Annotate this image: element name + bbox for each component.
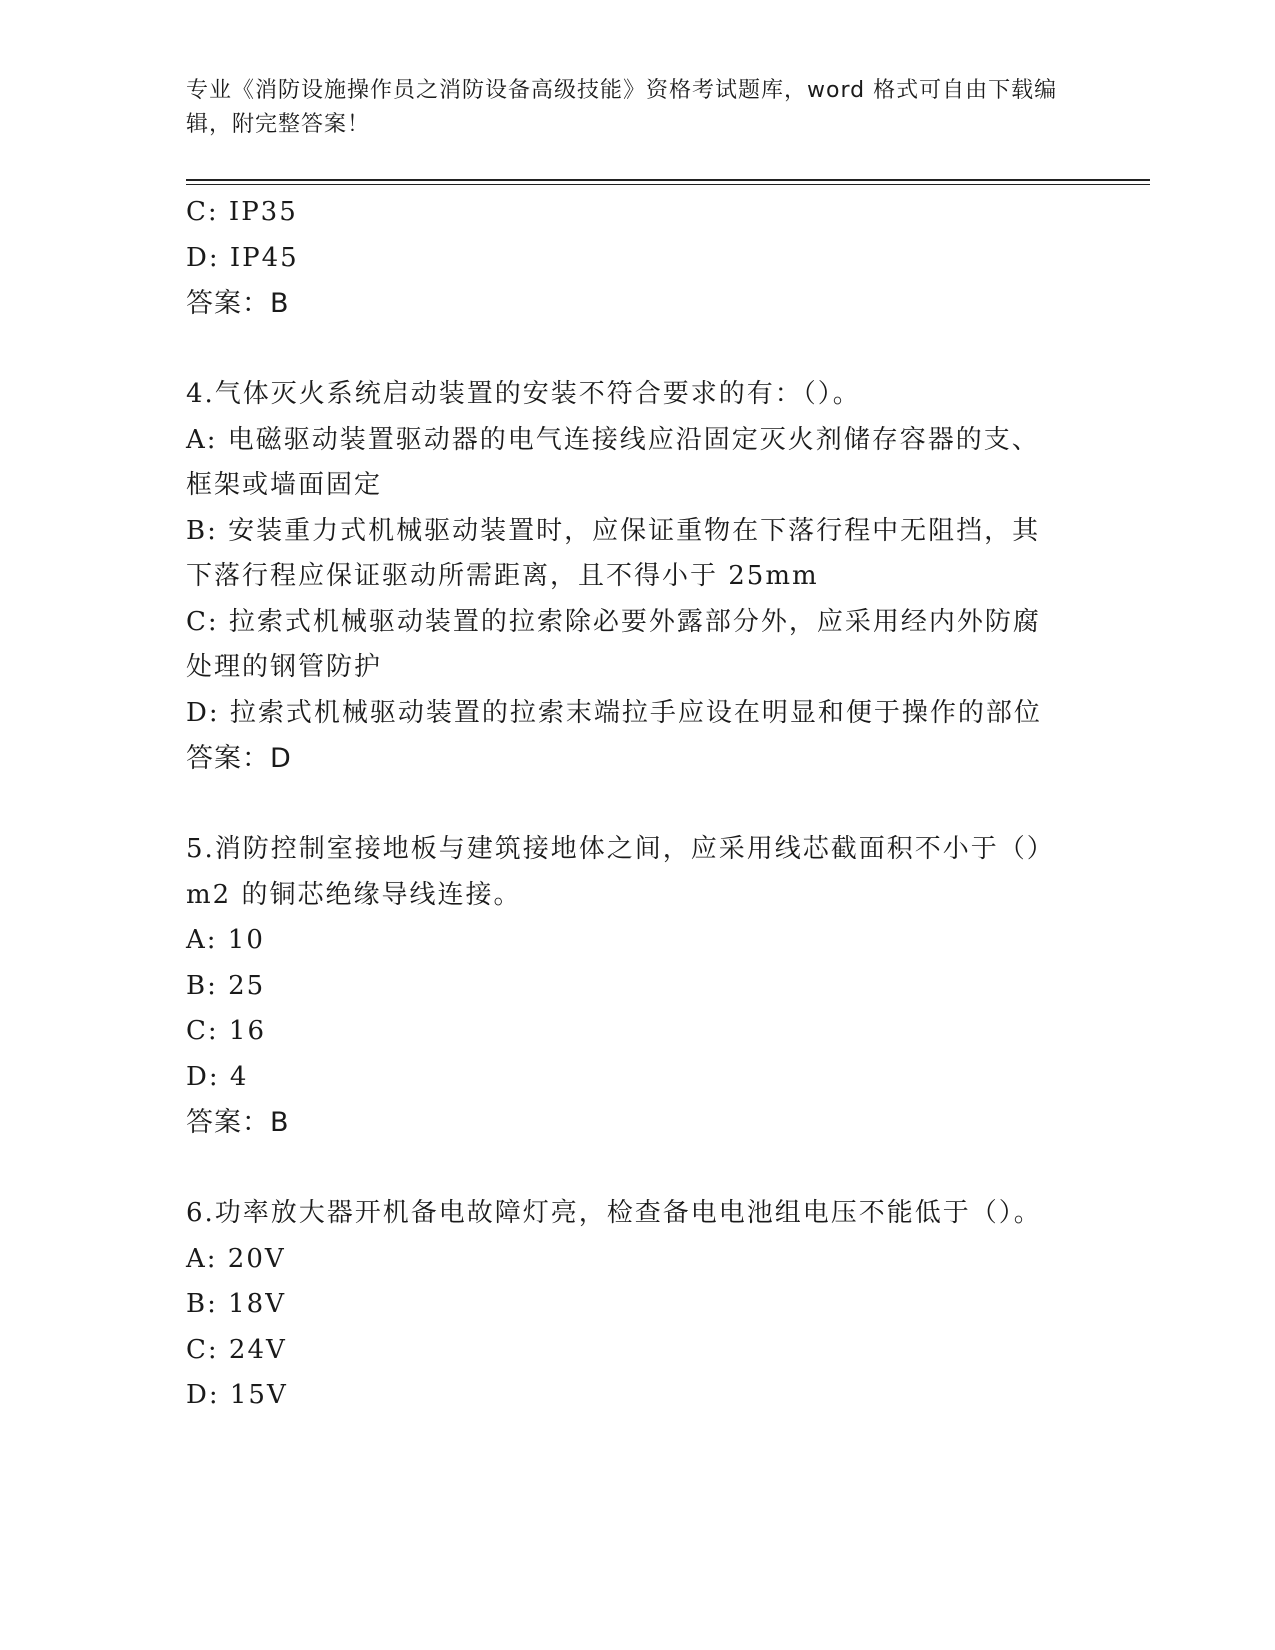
header-divider: [186, 179, 1150, 181]
option-c: C: 拉索式机械驱动装置的拉索除必要外露部分外，应采用经内外防腐处理的钢管防护: [186, 606, 1041, 682]
option-a: A: 电磁驱动装置驱动器的电气连接线应沿固定灭火剂储存容器的支、框架或墙面固定: [186, 424, 1040, 500]
question-4: [186, 372, 1066, 782]
option-b: B: 25: [186, 970, 266, 1001]
question-content: [186, 190, 1066, 1419]
answer: 答案：D: [186, 743, 292, 774]
option-d: D: 拉索式机械驱动装置的拉索末端拉手应设在明显和便于操作的部位: [186, 697, 1042, 728]
option-c: C: 24V: [186, 1334, 287, 1365]
option-d: D: IP45: [186, 242, 299, 273]
spacer: [186, 327, 1066, 373]
answer: 答案：B: [186, 288, 290, 319]
option-a: A: 10: [186, 925, 265, 955]
option-b: B: 安装重力式机械驱动装置时，应保证重物在下落行程中无阻挡，其下落行程应保证驱动所需距离，且不得小于 25mm: [186, 515, 1041, 591]
question-stem: 6.功率放大器开机备电故障灯亮，检查备电电池组电压不能低于（）。: [186, 1198, 1042, 1228]
spacer: [186, 782, 1066, 828]
option-d: D: 4: [186, 1061, 249, 1092]
question-5: [186, 827, 1066, 1146]
question-stem: 4.气体灭火系统启动装置的安装不符合要求的有：（）。: [186, 379, 861, 409]
option-d: D: 15V: [186, 1380, 288, 1410]
header-divider-thin: [186, 184, 1150, 185]
option-c: C: 16: [186, 1016, 267, 1046]
answer: 答案：B: [186, 1107, 290, 1138]
option-a: A: 20V: [186, 1243, 286, 1274]
page-header: 专业《消防设施操作员之消防设备高级技能》资格考试题库，word 格式可自由下载编辑，附完整答案！: [186, 78, 1058, 137]
question-6: [186, 1191, 1066, 1419]
option-c: C: IP35: [186, 197, 298, 227]
spacer: [186, 1146, 1066, 1192]
prev-question: [186, 190, 1066, 327]
question-stem: 5.消防控制室接地板与建筑接地体之间，应采用线芯截面积不小于（）m2 的铜芯绝缘导线连接。: [186, 834, 1055, 910]
option-b: B: 18V: [186, 1289, 286, 1319]
